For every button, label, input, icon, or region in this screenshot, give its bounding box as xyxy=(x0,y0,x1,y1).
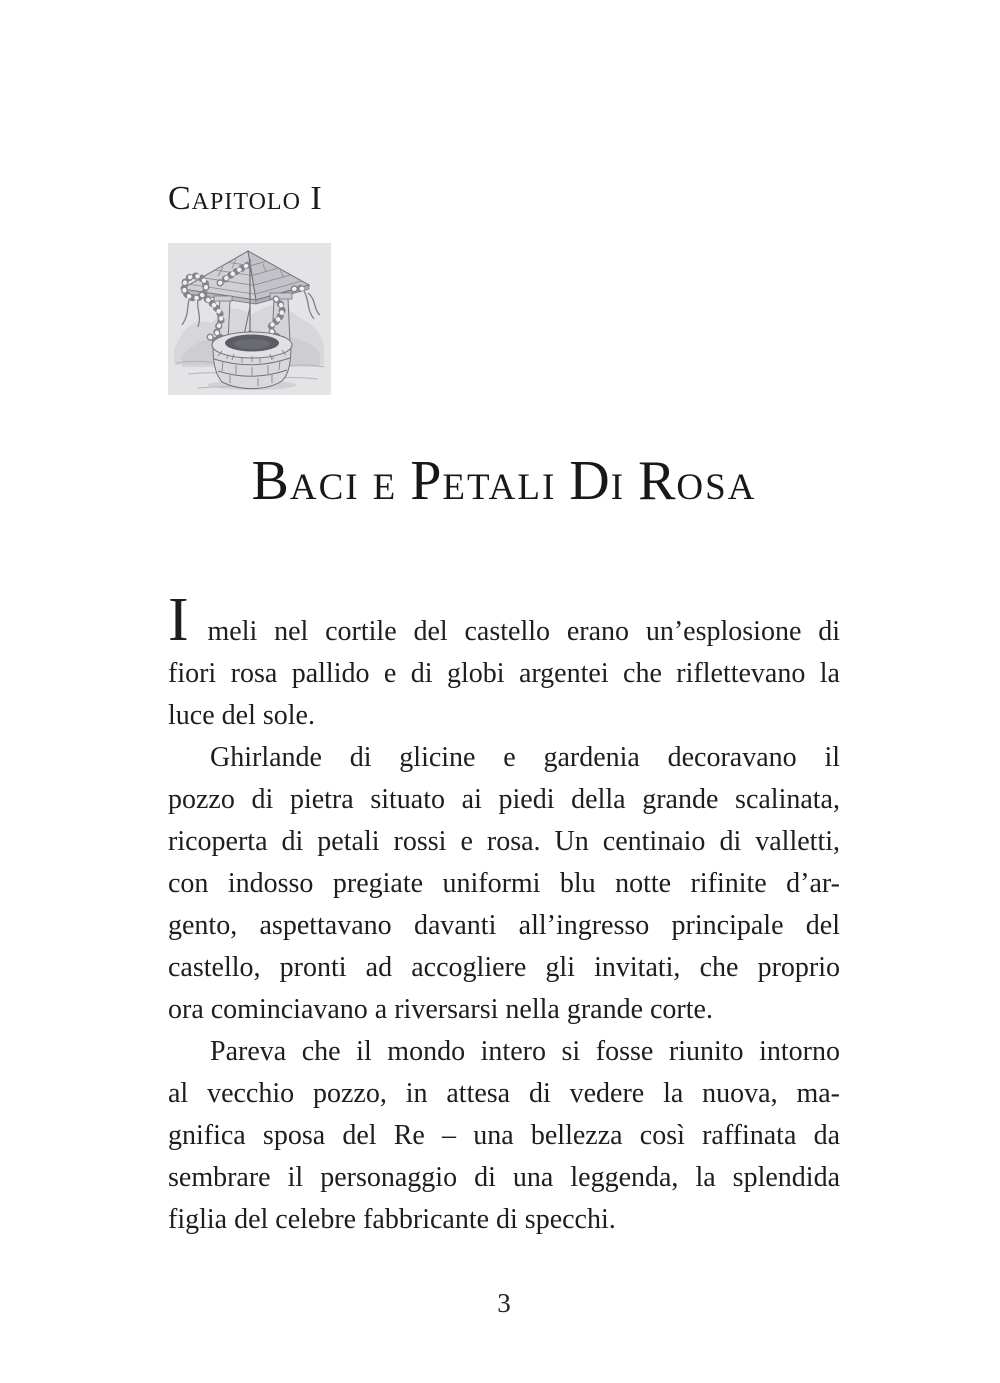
chapter-title xyxy=(130,452,878,524)
text-line: Ghirlande di glicine e gardenia decoravano il xyxy=(210,742,840,773)
text-line: ricoperta di petali rossi e rosa. Un centinaio di valletti, xyxy=(168,826,840,857)
text-line: al vecchio pozzo, in attesa di vedere la nuova, ma- xyxy=(168,1078,840,1109)
title-word: DI xyxy=(569,450,626,512)
page-number: 3 xyxy=(497,1288,511,1318)
paragraph-initial: I xyxy=(168,586,189,654)
text-line: con indosso pregiate uniformi blu notte rifinite d’ar- xyxy=(168,868,840,899)
text-line: luce del sole. xyxy=(168,700,315,731)
text-line: figlia del celebre fabbricante di specchi. xyxy=(168,1204,616,1235)
wishing-well-icon xyxy=(168,243,331,395)
body-text xyxy=(168,586,840,1241)
title-word: PETALI xyxy=(410,450,557,512)
title-word: BACI xyxy=(251,450,360,512)
text-line: fiori rosa pallido e di globi argentei che riflettevano la xyxy=(168,658,840,689)
text-line: gnifica sposa del Re – una bellezza così raffinata da xyxy=(168,1120,840,1151)
text-line: gento, aspettavano davanti all’ingresso principale del xyxy=(168,910,840,941)
text-line: sembrare il personaggio di una leggenda, la splendida xyxy=(168,1162,840,1193)
title-word: E xyxy=(372,467,398,508)
title-word: ROSA xyxy=(638,450,757,512)
text-line: ora cominciavano a riversarsi nella grande corte. xyxy=(168,994,713,1025)
chapter-heading: Capitolo I xyxy=(168,180,323,217)
wishing-well-illustration xyxy=(168,243,331,395)
text-line: Pareva che il mondo intero si fosse riunito intorno xyxy=(210,1036,840,1067)
text-line: castello, pronti ad accogliere gli invitati, che proprio xyxy=(168,952,840,983)
text-line: I meli nel cortile del castello erano un’esplosione di xyxy=(168,586,840,654)
text-line: pozzo di pietra situato ai piedi della grande scalinata, xyxy=(168,784,840,815)
